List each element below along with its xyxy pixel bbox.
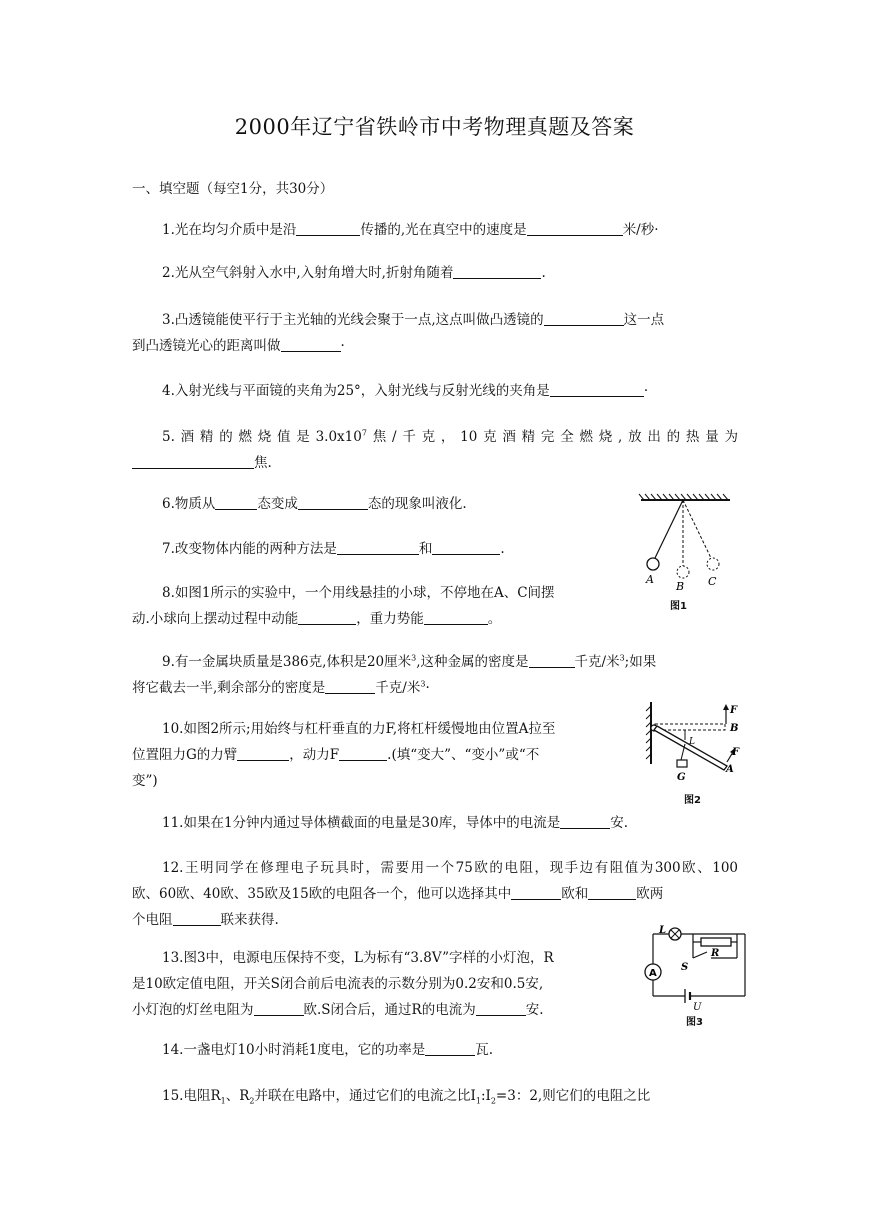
answer-blank[interactable] <box>588 884 636 900</box>
question-9: 9.有一金属块质量是386克,体积是20厘米$^3$,这种金属的密度是 千克/米$^3$;如果 将它截去一半,剩余部分的密度是 千克/米$^3$· <box>132 653 657 696</box>
answer-blank[interactable] <box>560 813 610 829</box>
question-8: 8.如图1所示的实验中，一个用线悬挂的小球，不停地在A、C间摆 动.小球向上摆动过程中动能 ，重力势能 。 <box>132 585 555 627</box>
figure-2-label-g: G <box>677 772 686 783</box>
answer-blank[interactable] <box>337 539 419 555</box>
figure-3-label-l: L <box>659 925 667 936</box>
answer-blank[interactable] <box>550 381 644 397</box>
question-2: 2.光从空气斜射入水中,入射角增大时,折射角随着 . <box>162 265 546 281</box>
question-6: 6.物质从 态变成 态的现象叫液化. <box>162 496 467 512</box>
figure-3-circuit <box>639 924 751 1012</box>
answer-blank[interactable] <box>453 263 541 279</box>
figure-1-label-b: B <box>676 580 685 592</box>
answer-blank[interactable] <box>237 745 289 761</box>
answer-blank[interactable] <box>298 609 356 625</box>
figure-2-label-l: L <box>689 737 695 747</box>
figure-3-ammeter-label: A <box>649 968 657 979</box>
question-15: 15.电阻$R_1$、$R_2$并联在电路中，通过它们的电流之比$I_1:I_2=3$：2,则它们的电阻之比 <box>162 1088 651 1106</box>
answer-blank[interactable] <box>432 539 500 555</box>
figure-3-label-u: U <box>693 1002 702 1012</box>
answer-blank[interactable] <box>132 453 254 469</box>
question-14: 14.一盏电灯10小时消耗1度电，它的功率是 瓦. <box>162 1042 494 1058</box>
figure-2-label-a: A <box>726 764 734 775</box>
answer-blank[interactable] <box>529 652 575 668</box>
figure-2-label-f-side: F <box>732 747 740 758</box>
question-1: 1.光在均匀介质中是沿 传播的,光在真空中的速度是 米/秒· <box>162 222 659 238</box>
answer-blank[interactable] <box>527 220 623 236</box>
question-12: 12.王明同学在修理电子玩具时，需要用一个75欧的电阻，现手边有阻值为300欧、100 欧、60欧、40欧、35欧及15欧的电阻各一个，他可以选择其中 欧和 欧两 个电阻 联来获得. <box>132 860 738 928</box>
figure-3-label-r: R <box>711 948 720 959</box>
question-10: 10.如图2所示;用始终与杠杆垂直的力F,将杠杆缓慢地由位置A拉至 位置阻力G的力臂 ，动力F .(填“变大”、“变小”或“不 变”) <box>132 721 556 789</box>
figure-2-label-f-top: F <box>730 705 738 716</box>
answer-blank[interactable] <box>476 1000 526 1016</box>
figure-3-caption: 图3 <box>686 1017 703 1028</box>
question-11: 11.如果在1分钟内通过导体横截面的电量是30库，导体中的电流是 安. <box>162 815 629 831</box>
question-13: 13.图3中，电源电压保持不变，L为标有“3.8V”字样的小灯泡，R 是10欧定值电阻，开关S闭合前后电流表的示数分别为0.2安和0.5安, 小灯泡的灯丝电阻为 欧.S闭合后，通过R的电流为 安. <box>132 950 554 1018</box>
answer-blank[interactable] <box>298 494 368 510</box>
figure-2-label-b: B <box>730 723 739 734</box>
question-5: 5.酒精的燃烧值是$3.0x10^7$焦/千克，10克酒精完全燃烧,放出的热量为 焦. <box>132 424 738 476</box>
answer-blank[interactable] <box>425 1040 475 1056</box>
answer-blank[interactable] <box>339 745 387 761</box>
answer-blank[interactable] <box>511 884 561 900</box>
figure-1-label-c: C <box>708 575 717 588</box>
answer-blank[interactable] <box>544 310 624 326</box>
answer-blank[interactable] <box>173 910 221 926</box>
figure-2-caption: 图2 <box>684 795 701 806</box>
answer-blank[interactable] <box>281 336 341 352</box>
answer-blank[interactable] <box>296 220 360 236</box>
section-heading: 一、填空题（每空1分，共30分） <box>132 181 334 197</box>
answer-blank[interactable] <box>215 494 257 510</box>
figure-3-label-s: S <box>681 962 689 973</box>
question-4: 4.入射光线与平面镜的夹角为25°，入射光线与反射光线的夹角是 · <box>162 383 649 399</box>
figure-1-caption: 图1 <box>670 601 687 612</box>
figure-1-pendulum <box>636 488 736 592</box>
answer-blank[interactable] <box>254 1000 304 1016</box>
question-7: 7.改变物体内能的两种方法是 和 . <box>162 541 505 557</box>
figure-2-lever <box>643 700 743 788</box>
answer-blank[interactable] <box>424 609 488 625</box>
answer-blank[interactable] <box>325 678 375 694</box>
document-title: 2000年辽宁省铁岭市中考物理真题及答案 <box>234 115 635 139</box>
question-3: 3.凸透镜能使平行于主光轴的光线会聚于一点,这点叫做凸透镜的 这一点 到凸透镜光心的距离叫做 · <box>132 312 665 354</box>
figure-1-label-a: A <box>646 573 654 586</box>
